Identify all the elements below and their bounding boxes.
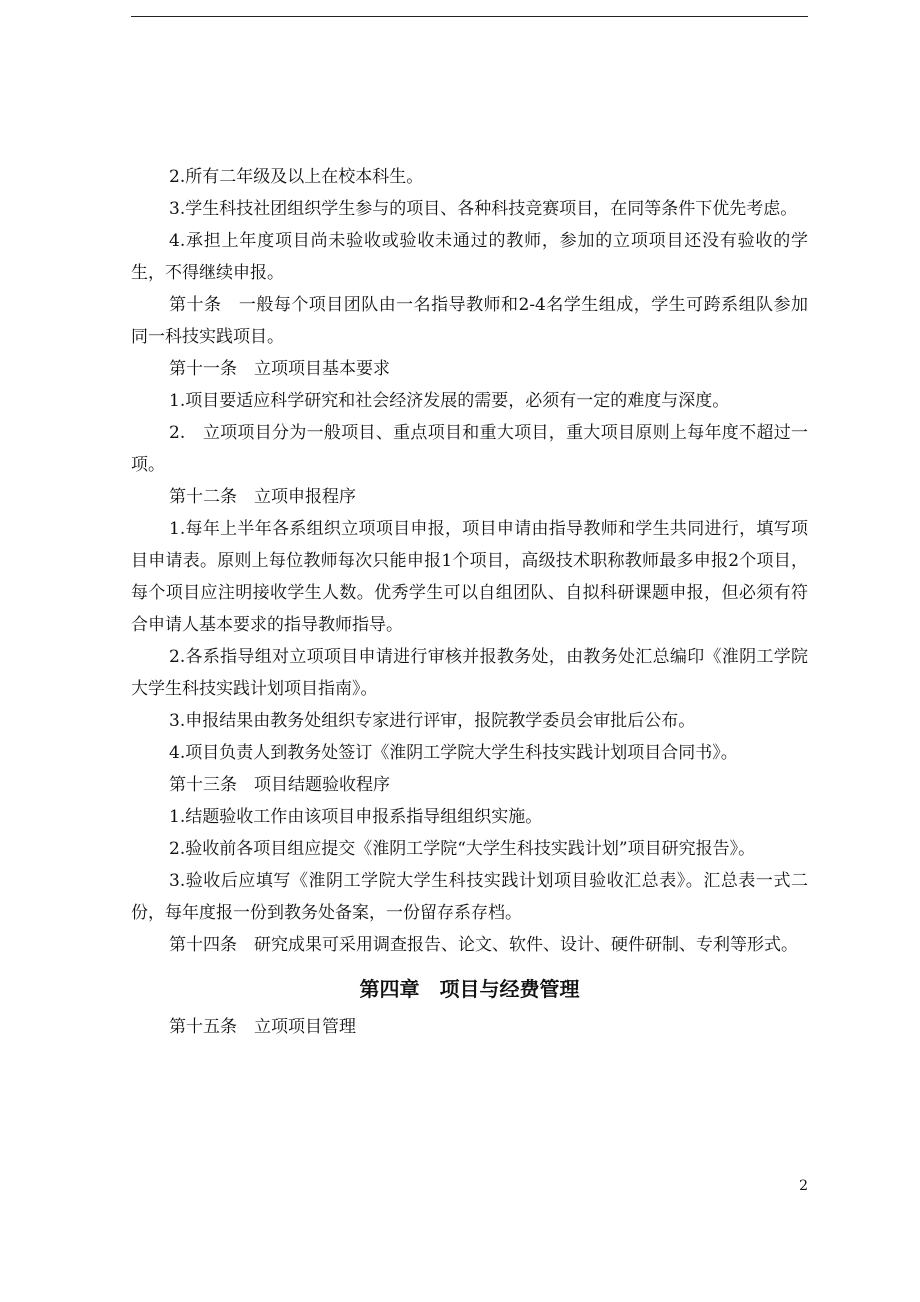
header-rule bbox=[131, 16, 808, 17]
article-10: 第十条 一般每个项目团队由一名指导教师和2-4名学生组成，学生可跨系组队参加同一科技实践项目。 bbox=[131, 295, 808, 347]
article-12-heading: 第十二条 立项申报程序 bbox=[169, 487, 356, 507]
paragraph: 4.承担上年度项目尚未验收或验收未通过的教师，参加的立项项目还没有验收的学生，不得继续申报。 bbox=[131, 231, 808, 283]
page-number: 2 bbox=[799, 1178, 808, 1194]
document-body bbox=[131, 161, 808, 1043]
article-11-heading: 第十一条 立项项目基本要求 bbox=[169, 359, 390, 379]
chapter-heading: 第四章 项目与经费管理 bbox=[359, 977, 580, 1001]
paragraph: 3.学生科技社团组织学生参与的项目、各种科技竞赛项目，在同等条件下优先考虑。 bbox=[169, 199, 798, 219]
paragraph: 1.结题验收工作由该项目申报系指导组组织实施。 bbox=[169, 807, 543, 827]
paragraph: 1.项目要适应科学研究和社会经济发展的需要，必须有一定的难度与深度。 bbox=[169, 391, 730, 411]
article-13-heading: 第十三条 项目结题验收程序 bbox=[169, 775, 390, 795]
paragraph: 4.项目负责人到教务处签订《淮阴工学院大学生科技实践计划项目合同书》。 bbox=[169, 743, 738, 763]
paragraph: 2.所有二年级及以上在校本科生。 bbox=[169, 167, 424, 187]
article-15-heading: 第十五条 立项项目管理 bbox=[169, 1017, 356, 1037]
paragraph: 2.验收前各项目组应提交《淮阴工学院“大学生科技实践计划”项目研究报告》。 bbox=[169, 839, 756, 859]
paragraph: 2.各系指导组对立项项目申请进行审核并报教务处，由教务处汇总编印《淮阴工学院大学生科技实践计划项目指南》。 bbox=[131, 647, 808, 699]
paragraph: 3.验收后应填写《淮阴工学院大学生科技实践计划项目验收汇总表》。汇总表一式二份，每年度报一份到教务处备案，一份留存系存档。 bbox=[131, 871, 808, 923]
article-14: 第十四条 研究成果可采用调查报告、论文、软件、设计、硬件研制、专利等形式。 bbox=[169, 935, 798, 955]
paragraph: 1.每年上半年各系组织立项项目申报，项目申请由指导教师和学生共同进行，填写项目申请表。原则上每位教师每次只能申报1个项目，高级技术职称教师最多申报2个项目，每个项目应注明接收学生人数。优秀学生可以自组团队、自拟科研课题申报，但必须有符合申请人基本要求的指导教师指导。 bbox=[131, 519, 808, 635]
paragraph: 3.申报结果由教务处组织专家进行评审，报院教学委员会审批后公布。 bbox=[169, 711, 696, 731]
paragraph: 2. 立项项目分为一般项目、重点项目和重大项目，重大项目原则上每年度不超过一项。 bbox=[131, 423, 808, 475]
